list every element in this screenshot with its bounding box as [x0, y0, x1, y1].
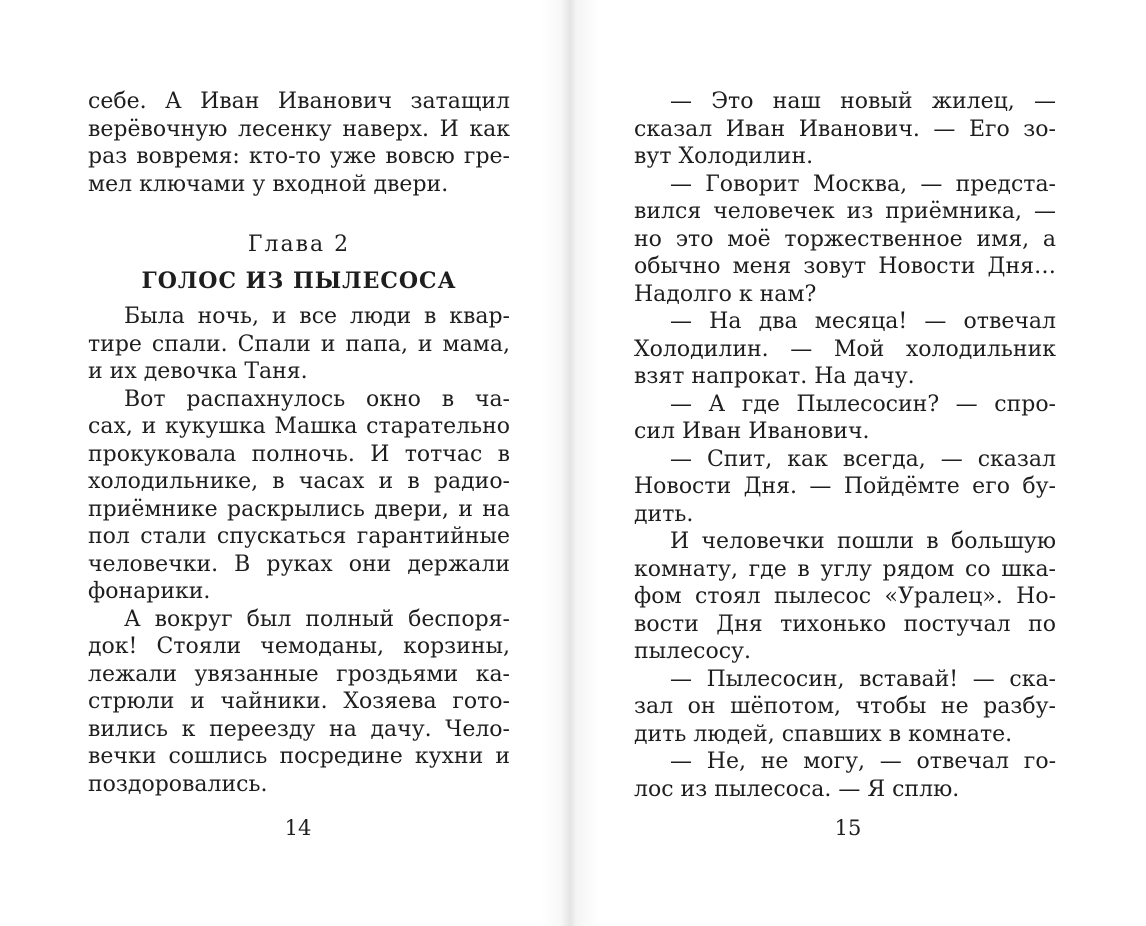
text-line: — А где Пылесосин? — спро- — [670, 391, 1056, 417]
text-line: — Пылесосин, вставай! — ска- — [670, 666, 1056, 692]
text-line: Новости Дня. — Пойдёмте его бу- — [634, 474, 1056, 499]
paragraph — [634, 171, 1056, 309]
text-line: мел ключами у входной двери. — [88, 171, 449, 197]
text-line: тире спали. Спали и папа, и мама, — [88, 331, 510, 357]
text-line: дить людей, спавших в комнате. — [634, 721, 1013, 747]
text-line: дить. — [634, 501, 694, 527]
text-line: — Не, не могу, — отвечал го- — [670, 749, 1056, 774]
text-line: вости Дня тихонько постучал по — [634, 611, 1056, 637]
text-line: фом стоял пылесос «Уралец». Но- — [634, 584, 1056, 609]
text-line: стрюли и чайники. Хозяева гото- — [88, 689, 510, 714]
paragraph — [88, 606, 510, 799]
book-gutter-shadow — [540, 0, 600, 926]
text-line: и их девочка Таня. — [88, 359, 308, 384]
paragraph — [88, 386, 510, 606]
text-line: обычно меня зовут Новости Дня… — [634, 254, 1056, 279]
text-line: приёмнике раскрылись двери, и на — [88, 496, 510, 522]
text-line: человечки. В руках они держали — [88, 551, 510, 577]
text-line: — Спит, как всегда, — сказал — [670, 446, 1056, 472]
paragraph — [634, 446, 1056, 529]
text-line: зал он шёпотом, чтобы не разбу- — [634, 694, 1056, 719]
text-line: Вот распахнулось окно в ча- — [124, 386, 510, 412]
text-line: А вокруг был полный беспоря- — [124, 606, 510, 632]
page-number-right: 15 — [834, 816, 862, 840]
chapter-number: Глава 2 — [247, 232, 351, 257]
text-line: Холодилин. — Мой холодильник — [634, 336, 1056, 362]
paragraph — [88, 303, 510, 386]
text-line: раз вовремя: кто-то уже вовсю гре- — [88, 144, 510, 169]
text-line: сказал Иван Иванович. — Его зо- — [634, 116, 1056, 142]
left-page — [88, 88, 510, 798]
text-line: себе. А Иван Иванович затащил — [88, 89, 510, 114]
paragraph — [634, 391, 1056, 446]
text-line: док! Стояли чемоданы, корзины, — [88, 634, 510, 659]
text-line: комнату, где в углу рядом со шка- — [634, 556, 1056, 582]
text-line: взят напрокат. На дачу. — [634, 364, 915, 389]
right-page — [634, 88, 1056, 803]
text-line: прокуковала полночь. И тотчас в — [88, 441, 510, 467]
text-line: верёвочную лесенку наверх. И как — [88, 116, 510, 142]
left-opening-paragraph — [88, 88, 510, 198]
text-line: — Говорит Москва, — предста- — [670, 171, 1056, 197]
text-line: — На два месяца! — отвечал — [670, 309, 1056, 334]
text-line: лежали увязанные гроздьями ка- — [88, 661, 510, 687]
text-line: поздоровались. — [88, 771, 268, 797]
text-line: Надолго к нам? — [634, 281, 817, 307]
text-line: фонарики. — [88, 579, 211, 604]
text-line: вились к переезду на дачу. Чело- — [88, 716, 510, 742]
text-line: пылесосу. — [634, 639, 751, 664]
text-line: вился человечек из приёмника, — — [634, 199, 1056, 224]
text-line: вечки сошлись посредине кухни и — [88, 744, 510, 769]
text-line: лос из пылесоса. — Я сплю. — [634, 776, 960, 802]
paragraph — [634, 528, 1056, 666]
paragraph — [634, 88, 1056, 171]
text-line: но это моё торжественное имя, а — [634, 226, 1056, 252]
page-number-left: 14 — [284, 816, 312, 840]
text-line: пол стали спускаться гарантийные — [88, 524, 510, 549]
text-line: сах, и кукушка Машка старательно — [88, 414, 510, 439]
text-line: Была ночь, и все люди в квар- — [124, 304, 510, 329]
paragraph — [634, 666, 1056, 749]
text-line: холодильнике, в часах и в радио- — [88, 469, 510, 494]
text-line: И человечки пошли в большую — [670, 529, 1056, 554]
text-line: сил Иван Иванович. — [634, 419, 870, 444]
paragraph — [634, 748, 1056, 803]
text-line: вут Холодилин. — [634, 144, 814, 169]
paragraph — [634, 308, 1056, 391]
chapter-title: ГОЛОС ИЗ ПЫЛЕСОСА — [141, 267, 457, 294]
text-line: — Это наш новый жилец, — — [670, 89, 1056, 114]
